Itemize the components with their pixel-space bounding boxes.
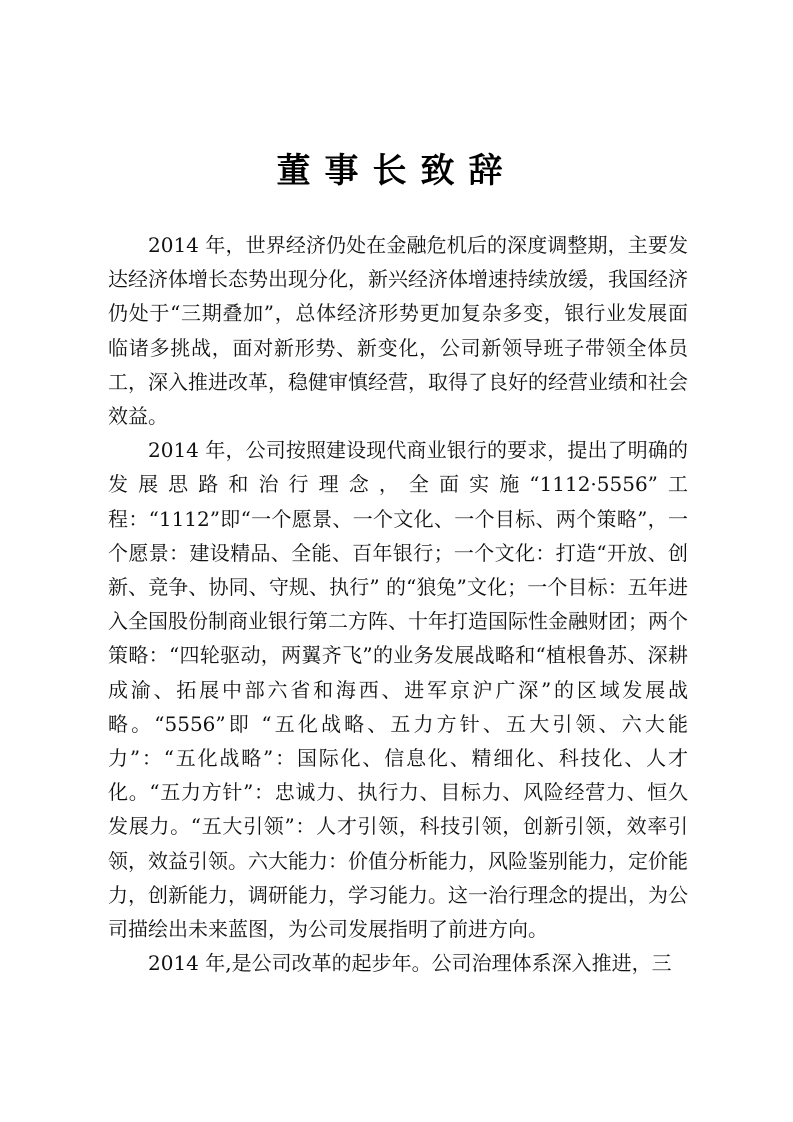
paragraph-3: 2014 年,是公司改革的起步年。公司治理体系深入推进，三 [148, 951, 672, 976]
paragraph-1: 2014 年，世界经济仍处在金融危机后的深度调整期，主要发达经济体增长态势出现分化，新兴经济体增速持续放缓，我国经济仍处于“三期叠加”，总体经济形势更加复杂多变，银行业发展面临诸多挑战，面对新形势、新变化，公司新领导班子带领全体员工，深入推进改革，稳健审慎经营，取得了良好的经营业绩和社会效益。 [108, 233, 688, 429]
page-title: 董事长致辞 [276, 151, 517, 191]
document-body [108, 228, 688, 980]
paragraph-2: 2014 年，公司按照建设现代商业银行的要求，提出了明确的发展思路和治行理念，全面实施“1112·5556”工程：“1112”即“一个愿景、一个文化、一个目标、两个策略”，一个愿景：建设精品、全能、百年银行；一个文化：打造“开放、创新、竞争、协同、守规、执行” 的“狼兔”文化；一个目标：五年进入全国股份制商业银行第二方阵、十年打造国际性金融财团；两个策略：“四轮驱动，两翼齐飞”的业务发展战略和“植根鲁苏、深耕成渝、拓展中部六省和海西、进军京沪广深”的区域发展战略。“5556”即 “五化战略、五力方针、五大引领、六大能力”：“五化战略”：国际化、信息化、精细化、科技化、人才化。“五力方针”：忠诚力、执行力、目标力、风险经营力、恒久发展力。“五大引领”：人才引领，科技引领，创新引领，效率引领，效益引领。六大能力：价值分析能力，风险鉴别能力，定价能力，创新能力，调研能力，学习能力。这一治行理念的提出，为公司描绘出未来蓝图，为公司发展指明了前进方向。 [108, 438, 688, 942]
